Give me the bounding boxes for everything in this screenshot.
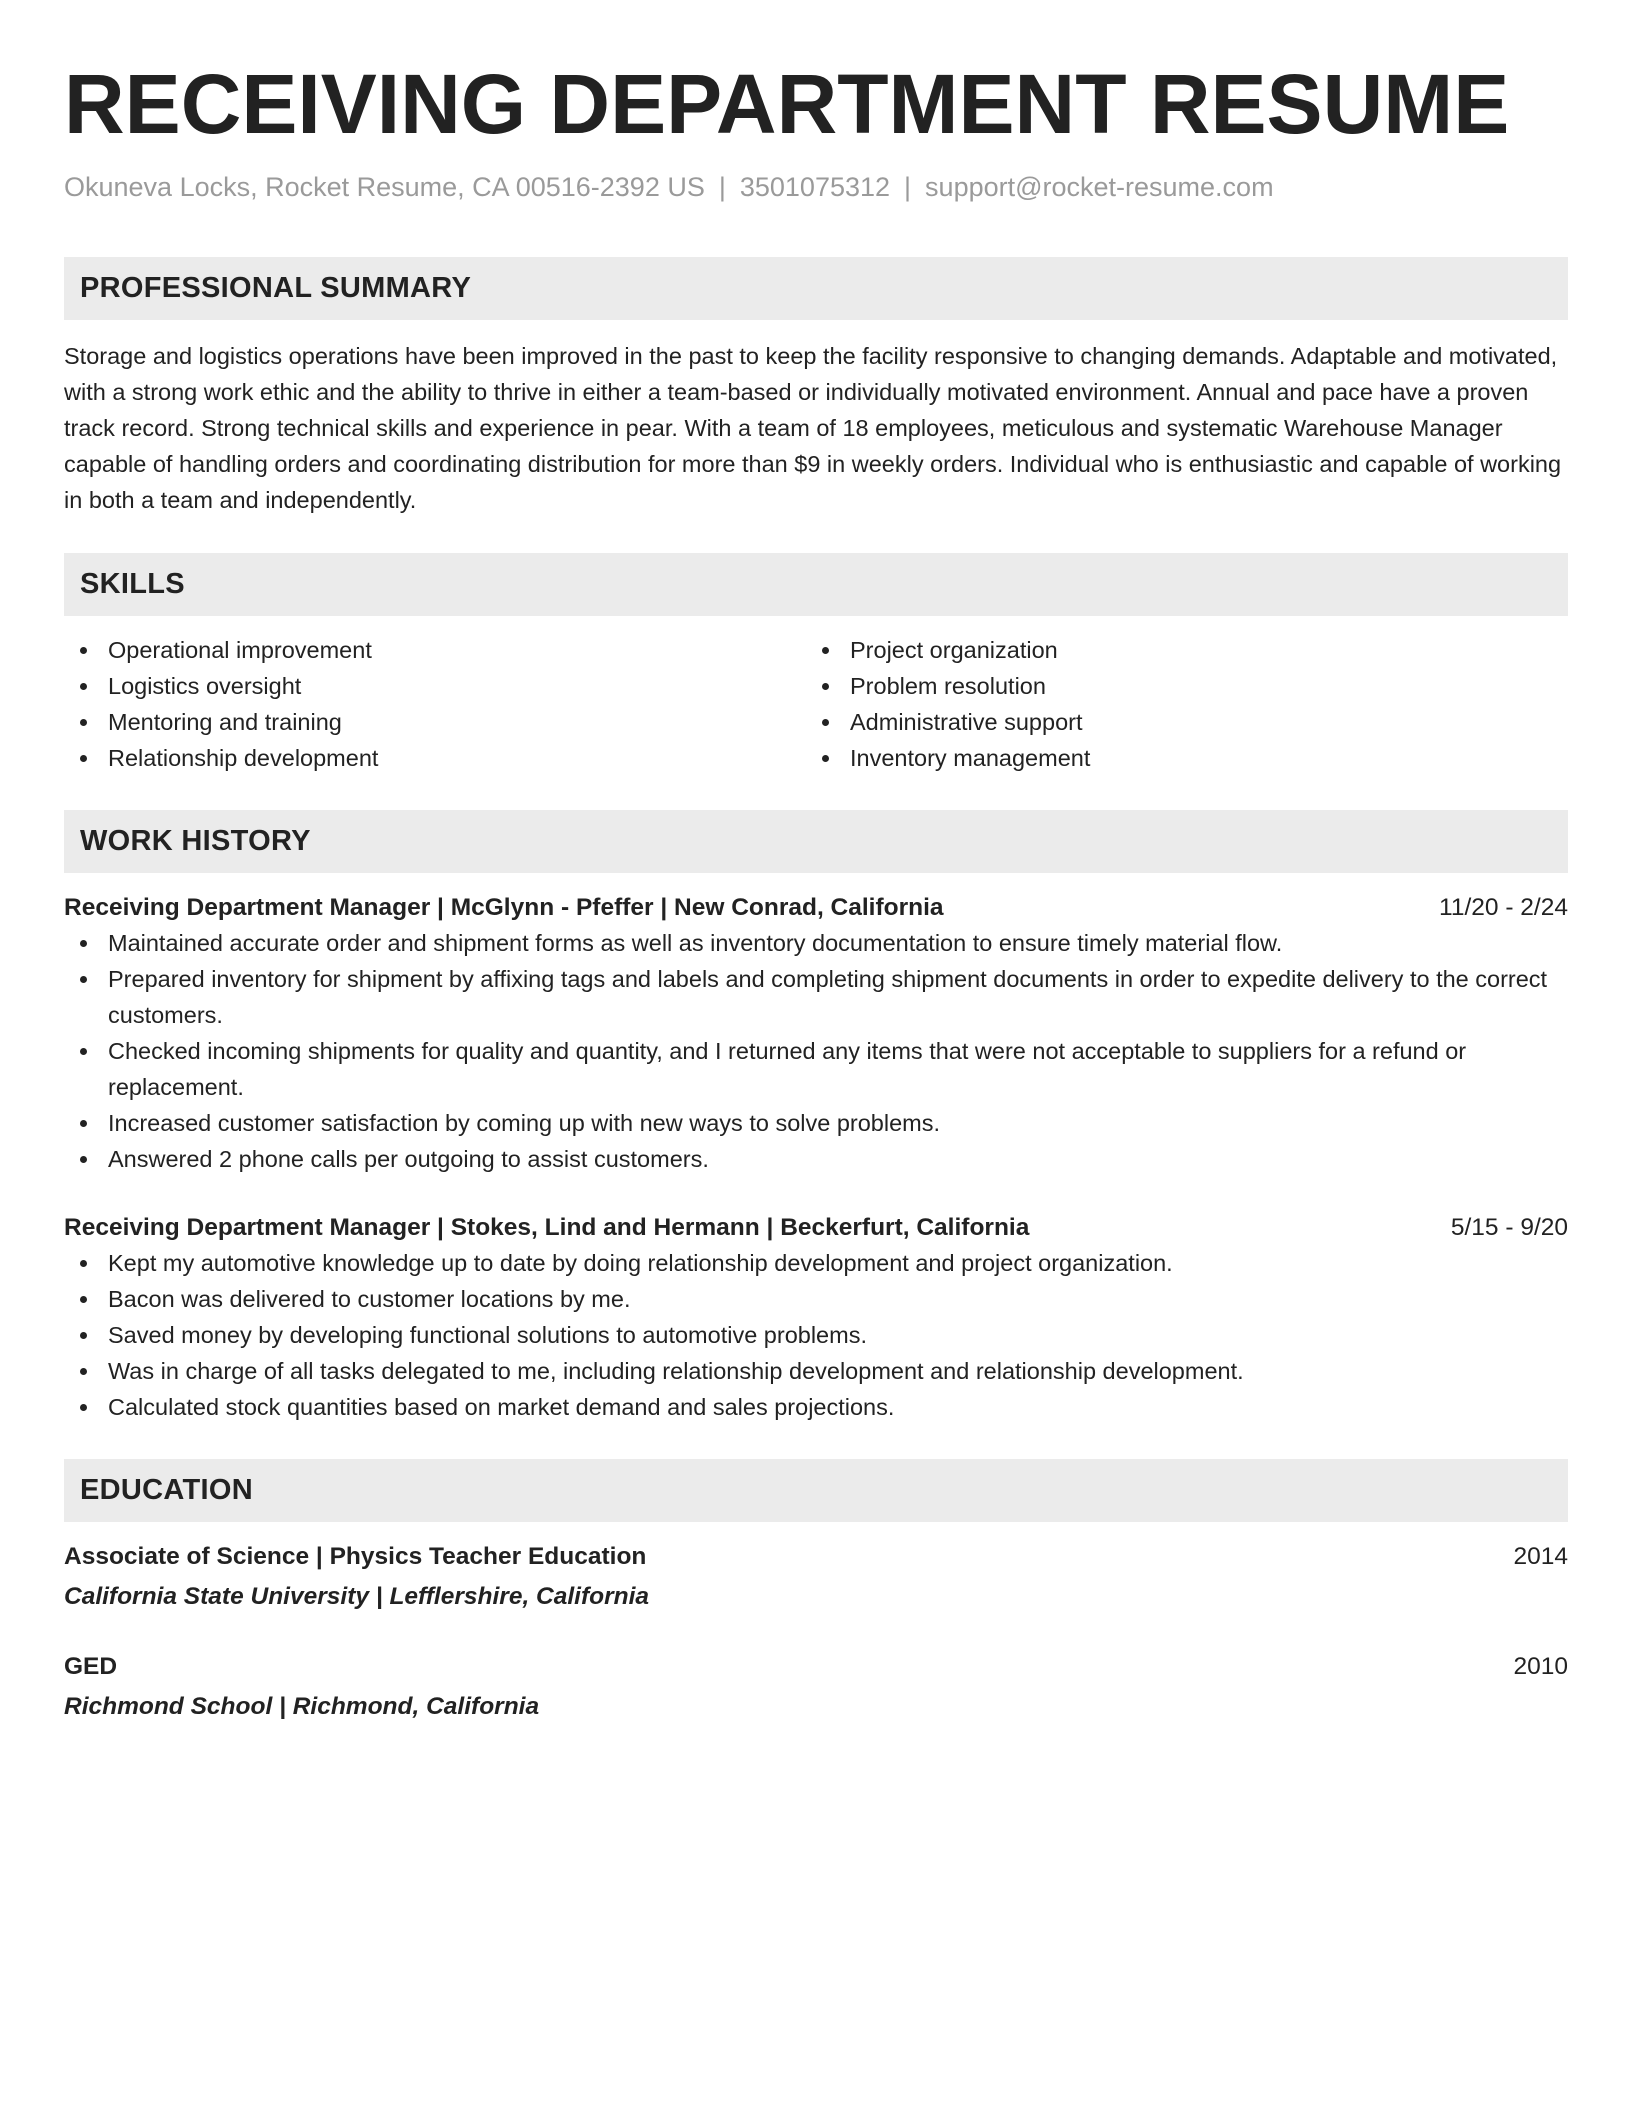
contact-separator: | <box>904 172 912 202</box>
job-dates: 5/15 - 9/20 <box>1450 1214 1568 1241</box>
skills-right-column <box>806 632 1548 776</box>
skills-left-column <box>64 632 806 776</box>
contact-email: support@rocket-resume.com <box>925 172 1274 202</box>
skill-item: Inventory management <box>806 740 1548 776</box>
contact-address: Okuneva Locks, Rocket Resume, CA 00516-2392 US <box>64 172 705 202</box>
contact-phone: 3501075312 <box>739 172 891 202</box>
job-bullet: Answered 2 phone calls per outgoing to assist customers. <box>64 1141 1568 1177</box>
job-bullet: Saved money by developing functional solutions to automotive problems. <box>64 1317 1568 1353</box>
job-bullet: Bacon was delivered to customer locations by me. <box>64 1281 1568 1317</box>
work-history-heading: WORK HISTORY <box>64 810 1568 873</box>
job-bullet: Checked incoming shipments for quality and quantity, and I returned any items that were not acceptable to suppliers for a refund or replacement. <box>64 1033 1568 1105</box>
education-year: 2010 <box>1513 1653 1568 1680</box>
job-bullet: Prepared inventory for shipment by affixing tags and labels and completing shipment documents in order to expedite delivery to the correct customers. <box>64 961 1568 1033</box>
education-entry-header <box>64 1650 1568 1684</box>
summary-heading: PROFESSIONAL SUMMARY <box>64 257 1568 320</box>
education-entry-header <box>64 1540 1568 1574</box>
job-dates: 11/20 - 2/24 <box>1439 894 1568 921</box>
job-bullet: Kept my automotive knowledge up to date by doing relationship development and project organization. <box>64 1245 1568 1281</box>
education-heading: EDUCATION <box>64 1459 1568 1522</box>
contact-line <box>64 170 1568 204</box>
education-school: Richmond School | Richmond, California <box>64 1693 540 1720</box>
job-title: Receiving Department Manager | McGlynn - Pfeffer | New Conrad, California <box>64 894 944 921</box>
skill-item: Logistics oversight <box>64 668 806 704</box>
job-bullet: Maintained accurate order and shipment forms as well as inventory documentation to ensure timely material flow. <box>64 925 1568 961</box>
skills-heading: SKILLS <box>64 553 1568 616</box>
job-bullets <box>64 1245 1568 1425</box>
skill-item: Operational improvement <box>64 632 806 668</box>
skill-item: Mentoring and training <box>64 704 806 740</box>
job-bullets <box>64 925 1568 1177</box>
skill-item: Relationship development <box>64 740 806 776</box>
job-bullet: Calculated stock quantities based on market demand and sales projections. <box>64 1389 1568 1425</box>
skill-item: Administrative support <box>806 704 1548 740</box>
summary-text: Storage and logistics operations have been improved in the past to keep the facility responsive to changing demands. Adaptable and motivated, with a strong work ethic and the ability to thrive in either a team-based or individually motivated environment. Annual and pace have a proven track record. Strong technical skills and experience in pear. With a team of 18 employees, meticulous and systematic Warehouse Manager capable of handling orders and coordinating distribution for more than $9 in weekly orders. Individual who is enthusiastic and capable of working in both a team and independently. <box>64 343 1562 513</box>
skill-item: Project organization <box>806 632 1548 668</box>
skills-grid <box>64 632 1568 776</box>
job-title: Receiving Department Manager | Stokes, Lind and Hermann | Beckerfurt, California <box>64 1214 1030 1241</box>
skill-item: Problem resolution <box>806 668 1548 704</box>
job-header <box>64 891 1568 925</box>
contact-separator: | <box>718 172 726 202</box>
job-bullet: Was in charge of all tasks delegated to me, including relationship development and relationship development. <box>64 1353 1568 1389</box>
resume-title: RECEIVING DEPARTMENT RESUME <box>64 57 1510 151</box>
education-school: California State University | Lefflershire, California <box>64 1583 650 1610</box>
education-year: 2014 <box>1513 1543 1568 1570</box>
education-degree: GED <box>64 1653 118 1680</box>
job-bullet: Increased customer satisfaction by coming up with new ways to solve problems. <box>64 1105 1568 1141</box>
education-degree: Associate of Science | Physics Teacher Education <box>64 1543 647 1570</box>
job-header <box>64 1211 1568 1245</box>
